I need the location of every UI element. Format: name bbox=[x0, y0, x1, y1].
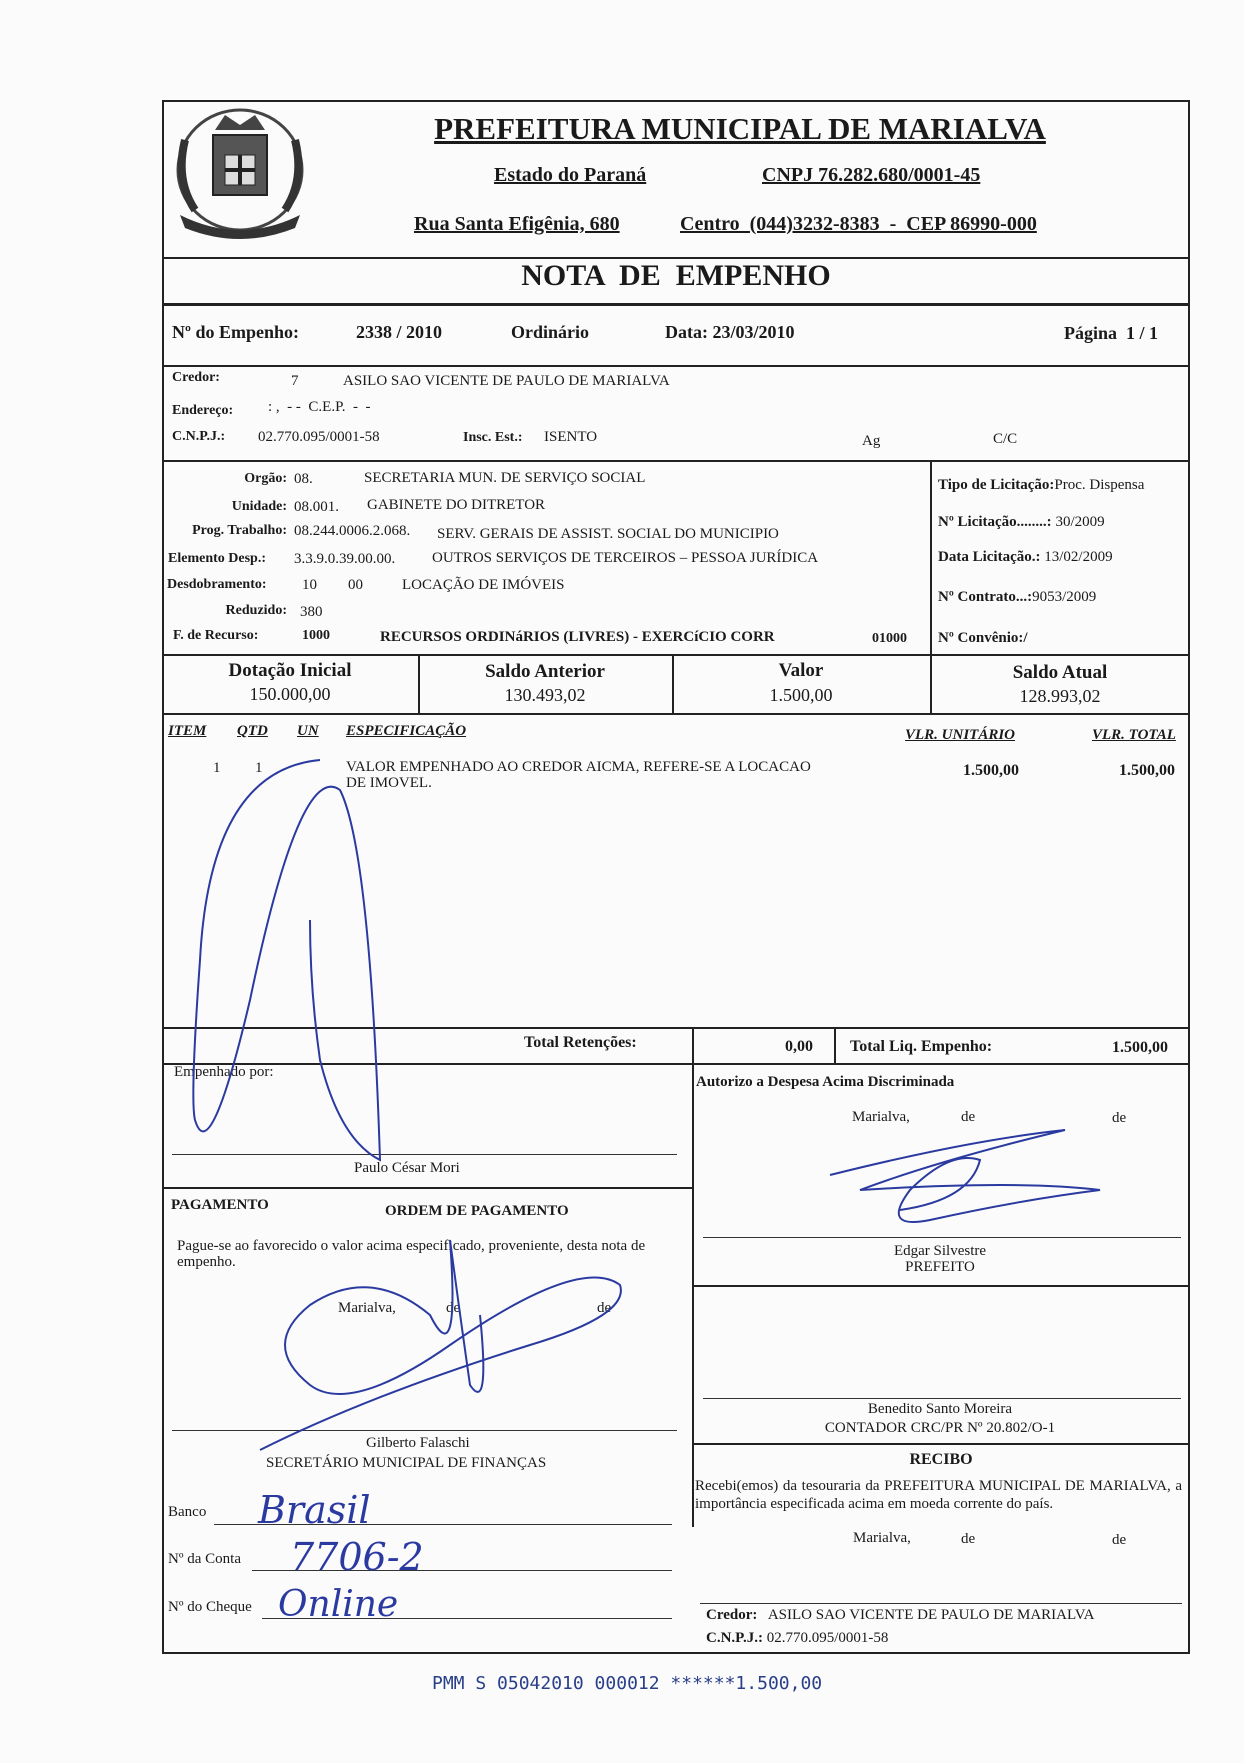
recurso-number: 01000 bbox=[872, 631, 907, 646]
recibo-de-1: de bbox=[961, 1531, 976, 1547]
prog-code: 08.244.0006.2.068. bbox=[294, 523, 411, 539]
cc-label: C/C bbox=[993, 431, 1018, 447]
pague-text: Pague-se ao favorecido o valor acima especificado, proveniente, desta nota de empenho. bbox=[177, 1238, 646, 1270]
cheque-label: Nº do Cheque bbox=[168, 1599, 252, 1615]
tipo-licitacao bbox=[938, 477, 1144, 494]
autorizo-de-1: de bbox=[961, 1109, 976, 1125]
contrato bbox=[938, 589, 1096, 606]
state-label: Estado do Paraná bbox=[494, 164, 647, 186]
prefeitura-title: PREFEITURA MUNICIPAL DE MARIALVA bbox=[434, 111, 1046, 146]
insc-value: ISENTO bbox=[544, 429, 598, 445]
desdobramento-name: LOCAÇÃO DE IMÓVEIS bbox=[402, 577, 565, 593]
data-licitacao-label: Data Licitação.: bbox=[938, 549, 1041, 565]
recurso-code: 1000 bbox=[302, 628, 330, 643]
col-vlr-total: VLR. TOTAL bbox=[1092, 727, 1176, 743]
total-liq-label: Total Liq. Empenho: bbox=[850, 1038, 993, 1055]
tipo-licitacao-label: Tipo de Licitação: bbox=[938, 477, 1055, 493]
prog-name: SERV. GERAIS DE ASSIST. SOCIAL DO MUNICIPIO bbox=[437, 526, 779, 542]
num-licitacao-value: 30/2009 bbox=[1055, 514, 1105, 530]
ag-label: Ag bbox=[862, 433, 881, 449]
pagamento-de-2: de bbox=[597, 1300, 612, 1316]
item-row-1-item: 1 bbox=[213, 760, 221, 776]
reduzido-label: Reduzido: bbox=[225, 603, 287, 618]
credor-label: Credor: bbox=[172, 370, 220, 385]
signature-secretario bbox=[250, 1235, 650, 1455]
contrato-label: Nº Contrato...: bbox=[938, 589, 1033, 605]
pagamento-local: Marialva, bbox=[338, 1300, 396, 1316]
valor-label: Valor bbox=[778, 660, 824, 681]
elemento-label: Elemento Desp.: bbox=[168, 551, 266, 566]
autorizo-local: Marialva, bbox=[852, 1109, 910, 1125]
recibo-credor-name: ASILO SAO VICENTE DE PAULO DE MARIALVA bbox=[767, 1607, 1095, 1623]
recibo-credor bbox=[706, 1607, 1095, 1624]
desdobramento-sub: 00 bbox=[348, 577, 363, 593]
cnpj-credor-label: C.N.P.J.: bbox=[172, 429, 226, 444]
saldo-anterior-value: 130.493,02 bbox=[504, 685, 586, 705]
secretario-name: Gilberto Falaschi bbox=[366, 1435, 470, 1451]
tipo-licitacao-value: Proc. Dispensa bbox=[1054, 477, 1145, 493]
recibo-cnpj-value: 02.770.095/0001-58 bbox=[766, 1630, 889, 1646]
dotacao-inicial-label: Dotação Inicial bbox=[228, 660, 352, 681]
address-label: Rua Santa Efigênia, 680 bbox=[414, 213, 620, 235]
secretario-title: SECRETÁRIO MUNICIPAL DE FINANÇAS bbox=[266, 1455, 547, 1471]
col-qtd: QTD bbox=[237, 723, 268, 739]
banco-label: Banco bbox=[168, 1504, 207, 1520]
empenhado-signer: Paulo César Mori bbox=[354, 1160, 460, 1176]
orgao-code: 08. bbox=[294, 471, 313, 487]
convenio-label: Nº Convênio:/ bbox=[938, 630, 1028, 646]
total-retencoes-label: Total Retenções: bbox=[524, 1034, 637, 1051]
prefeito-title: PREFEITO bbox=[905, 1259, 975, 1275]
signature-empenhado bbox=[170, 740, 430, 1180]
valor-value: 1.500,00 bbox=[769, 685, 833, 705]
autorizo-label: Autorizo a Despesa Acima Discriminada bbox=[696, 1074, 955, 1090]
payment-stamp: PMM S 05042010 000012 ******1.500,00 bbox=[432, 1673, 823, 1694]
credor-code: 7 bbox=[291, 373, 299, 389]
recurso-label: F. de Recurso: bbox=[173, 628, 259, 643]
contador-title: CONTADOR CRC/PR Nº 20.802/O-1 bbox=[824, 1420, 1056, 1436]
page-number: Página 1 / 1 bbox=[1064, 323, 1159, 343]
signature-prefeito bbox=[820, 1120, 1120, 1240]
contact-label: Centro (044)3232-8383 - CEP 86990-000 bbox=[680, 213, 1037, 235]
item-row-1-desc: VALOR EMPENHADO AO CREDOR AICMA, REFERE-SE A LOCACAO bbox=[346, 759, 811, 775]
cnpj-label: CNPJ 76.282.680/0001-45 bbox=[762, 164, 981, 186]
total-liq-value: 1.500,00 bbox=[1112, 1039, 1168, 1056]
item-row-1-total: 1.500,00 bbox=[1119, 762, 1175, 779]
empenho-date: Data: 23/03/2010 bbox=[665, 322, 795, 342]
ordem-pagamento-label: ORDEM DE PAGAMENTO bbox=[385, 1203, 569, 1219]
recibo-de-2: de bbox=[1112, 1532, 1127, 1548]
desdobramento-label: Desdobramento: bbox=[167, 577, 267, 592]
col-item: ITEM bbox=[168, 723, 207, 739]
data-licitacao bbox=[938, 549, 1113, 566]
num-licitacao-label: Nº Licitação........: bbox=[938, 514, 1052, 530]
saldo-atual-label: Saldo Atual bbox=[1012, 662, 1108, 683]
contador-name: Benedito Santo Moreira bbox=[867, 1401, 1013, 1417]
handwritten-cheque: Online bbox=[278, 1584, 399, 1625]
conta-label: Nº da Conta bbox=[168, 1551, 241, 1567]
item-row-1-unit: 1.500,00 bbox=[963, 762, 1019, 779]
contrato-value: 9053/2009 bbox=[1032, 589, 1097, 605]
item-row-1-desc-cont: DE IMOVEL. bbox=[346, 775, 432, 791]
endereco-value: : , - - C.E.P. - - bbox=[268, 399, 371, 415]
elemento-code: 3.3.9.0.39.00.00. bbox=[294, 551, 396, 567]
empenho-type: Ordinário bbox=[511, 322, 590, 342]
total-retencoes-value: 0,00 bbox=[785, 1038, 813, 1055]
autorizo-de-2: de bbox=[1112, 1110, 1127, 1126]
saldo-atual-value: 128.993,02 bbox=[1019, 686, 1101, 706]
desdobramento-code: 10 bbox=[302, 577, 317, 593]
data-licitacao-value: 13/02/2009 bbox=[1044, 549, 1113, 565]
recibo-credor-label: Credor: bbox=[706, 1607, 758, 1623]
recibo-cnpj-label: C.N.P.J.: bbox=[706, 1630, 763, 1646]
prefeito-name: Edgar Silvestre bbox=[893, 1243, 987, 1259]
unidade-name: GABINETE DO DITRETOR bbox=[367, 497, 546, 513]
orgao-label: Orgão: bbox=[244, 471, 287, 486]
pagamento-label: PAGAMENTO bbox=[171, 1197, 269, 1213]
col-un: UN bbox=[297, 723, 319, 739]
empenho-number: 2338 / 2010 bbox=[356, 322, 443, 342]
col-vlr-unitario: VLR. UNITÁRIO bbox=[905, 727, 1016, 743]
reduzido-value: 380 bbox=[300, 604, 323, 620]
col-especificacao: ESPECIFICAÇÃO bbox=[346, 723, 467, 739]
unidade-code: 08.001. bbox=[294, 499, 339, 515]
orgao-name: SECRETARIA MUN. DE SERVIÇO SOCIAL bbox=[364, 470, 646, 486]
empenhado-label: Empenhado por: bbox=[174, 1064, 274, 1080]
pagamento-de-1: de bbox=[446, 1300, 461, 1316]
endereco-label: Endereço: bbox=[172, 403, 234, 418]
cnpj-credor-value: 02.770.095/0001-58 bbox=[258, 429, 380, 445]
dotacao-inicial-value: 150.000,00 bbox=[249, 684, 331, 704]
empenho-number-label: Nº do Empenho: bbox=[172, 322, 299, 342]
credor-name: ASILO SAO VICENTE DE PAULO DE MARIALVA bbox=[343, 373, 670, 389]
unidade-label: Unidade: bbox=[231, 499, 287, 514]
document-title: NOTA DE EMPENHO bbox=[521, 259, 831, 292]
recibo-local: Marialva, bbox=[853, 1530, 911, 1546]
insc-label: Insc. Est.: bbox=[463, 430, 523, 445]
item-row-1-qtd: 1 bbox=[255, 760, 263, 776]
recibo-title: RECIBO bbox=[909, 1451, 973, 1468]
num-licitacao bbox=[938, 514, 1105, 531]
recibo-cnpj bbox=[706, 1630, 888, 1647]
elemento-name: OUTROS SERVIÇOS DE TERCEIROS – PESSOA JURÍDICA bbox=[432, 550, 819, 566]
recibo-text: Recebi(emos) da tesouraria da PREFEITURA MUNICIPAL DE MARIALVA, a importância especificada acima em moeda corrente do país. bbox=[695, 1478, 1182, 1512]
recurso-name: RECURSOS ORDINáRIOS (LIVRES) - EXERCíCIO CORR bbox=[380, 629, 775, 645]
prog-label: Prog. Trabalho: bbox=[192, 523, 287, 538]
saldo-anterior-label: Saldo Anterior bbox=[485, 661, 605, 682]
handwritten-banco: Brasil bbox=[258, 1488, 371, 1532]
handwritten-conta: 7706-2 bbox=[290, 1535, 424, 1579]
